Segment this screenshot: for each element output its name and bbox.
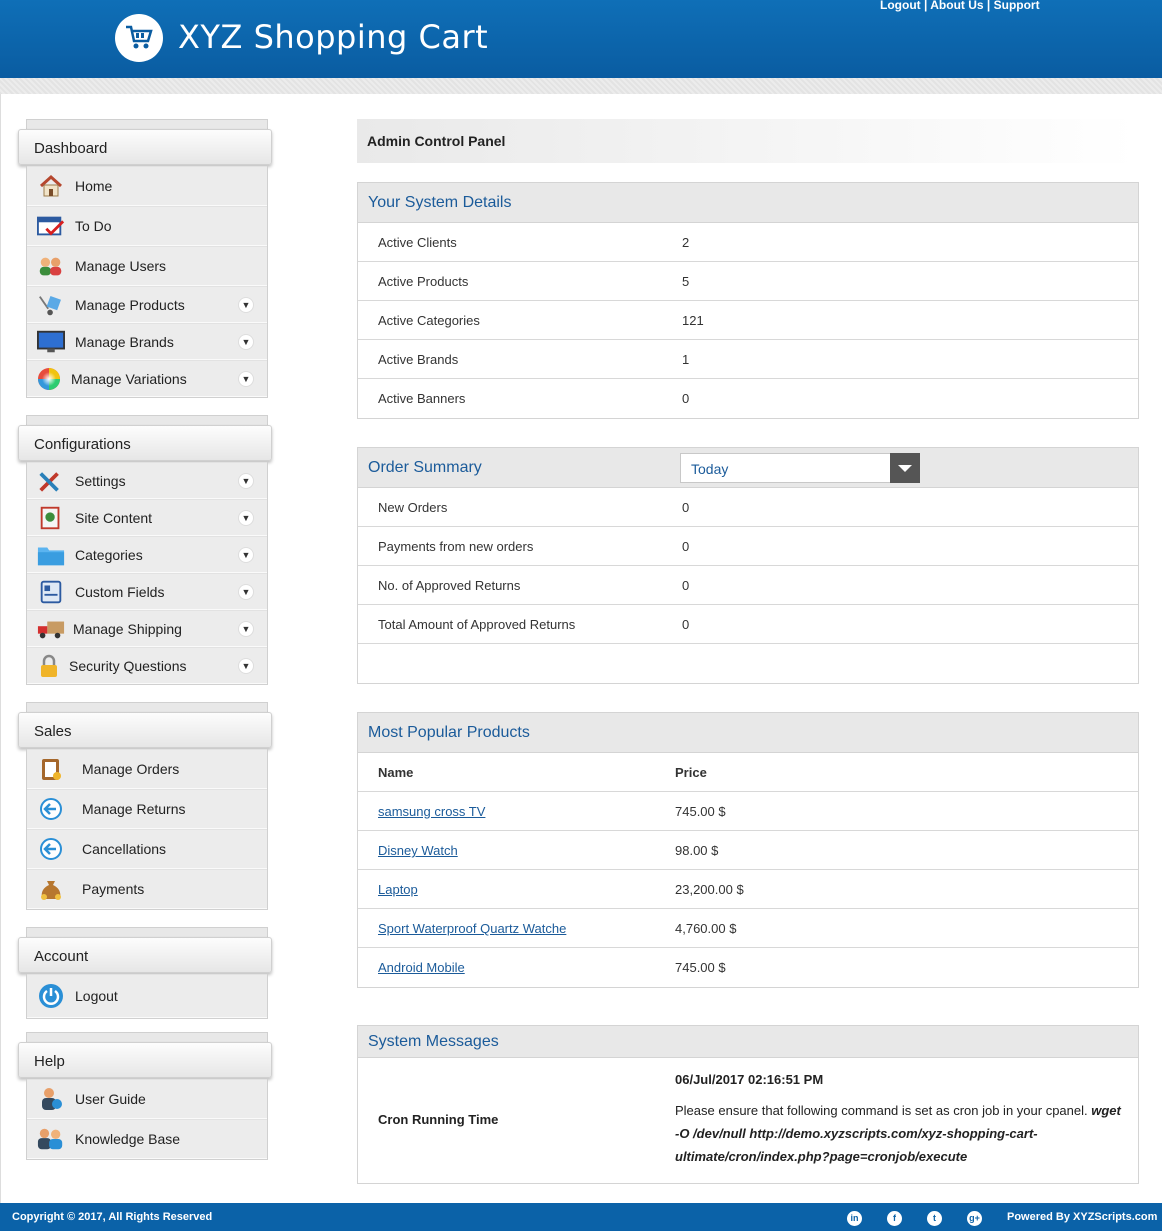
section-top	[26, 702, 268, 712]
menu-dashboard	[26, 166, 268, 398]
sidebar-item-label: Manage Users	[75, 258, 167, 274]
cron-label: Cron Running Time	[378, 1112, 499, 1127]
knowledge-base-icon	[37, 1127, 65, 1151]
menu-account	[26, 974, 268, 1019]
sidebar-item-manage-products[interactable]	[27, 286, 267, 323]
sidebar-item-custom-fields[interactable]	[27, 573, 267, 610]
sidebar-item-label: Knowledge Base	[75, 1131, 181, 1147]
chevron-down-icon[interactable]: ▼	[238, 297, 254, 313]
users-icon	[37, 254, 65, 278]
period-select-value: Today	[691, 461, 729, 477]
section-sales[interactable]: Sales	[18, 712, 272, 748]
table-row	[358, 262, 1138, 301]
chevron-down-icon[interactable]: ▼	[238, 658, 254, 674]
header	[0, 0, 1162, 78]
facebook-icon[interactable]: f	[887, 1211, 902, 1226]
truck-icon	[37, 617, 65, 641]
chevron-down-icon[interactable]: ▼	[238, 371, 254, 387]
period-select[interactable]	[680, 453, 920, 483]
table-row	[358, 340, 1138, 379]
clipboard-icon	[37, 757, 65, 781]
product-link[interactable]: Android Mobile	[378, 960, 465, 975]
row-label: Active Clients	[378, 235, 457, 250]
system-messages-panel	[357, 1025, 1139, 1184]
row-value: 5	[682, 274, 690, 289]
lock-icon	[37, 654, 61, 678]
section-dashboard[interactable]: Dashboard	[18, 129, 272, 165]
top-links	[880, 0, 1040, 12]
row-value: 0	[682, 500, 690, 515]
row-value: 0	[682, 617, 690, 632]
table-row	[358, 948, 1138, 987]
product-link[interactable]: Laptop	[378, 882, 418, 897]
folder-icon	[37, 543, 65, 567]
menu-sales	[26, 749, 268, 910]
product-price: 745.00 $	[675, 804, 726, 819]
column-header-name: Name	[378, 765, 414, 780]
products-icon	[37, 293, 65, 317]
section-configurations[interactable]: Configurations	[18, 425, 272, 461]
product-price: 23,200.00 $	[675, 882, 744, 897]
table-row	[358, 566, 1138, 605]
sidebar-item-label: Manage Variations	[71, 370, 187, 387]
chevron-down-icon[interactable]: ▼	[238, 547, 254, 563]
sidebar-item-cancellations[interactable]	[27, 829, 267, 869]
return-arrow-icon	[37, 797, 65, 821]
sidebar-item-logout[interactable]	[27, 974, 267, 1018]
separator: |	[920, 0, 931, 12]
sidebar-item-manage-shipping[interactable]	[27, 610, 267, 647]
googleplus-icon[interactable]: g+	[967, 1211, 982, 1226]
tools-icon	[37, 469, 65, 493]
sidebar-item-label: Security Questions	[69, 657, 187, 674]
row-label: Payments from new orders	[378, 539, 534, 554]
section-help[interactable]: Help	[18, 1042, 272, 1078]
sidebar-item-manage-variations[interactable]	[27, 360, 267, 397]
row-value: 0	[682, 391, 690, 406]
section-top	[26, 415, 268, 425]
table-row	[358, 831, 1138, 870]
row-label: Active Products	[378, 274, 469, 289]
table-row	[358, 379, 1138, 418]
copyright-text: Copyright © 2017, All Rights Reserved	[12, 1211, 213, 1223]
sidebar-item-settings[interactable]	[27, 462, 267, 499]
monitor-icon	[37, 330, 65, 354]
sidebar-item-label: Payments	[82, 881, 145, 897]
row-label: Active Categories	[378, 313, 480, 328]
sidebar-item-label: User Guide	[75, 1091, 146, 1107]
cron-note: Please ensure that following command is set as cron job in your cpanel.	[675, 1103, 1088, 1118]
product-price: 745.00 $	[675, 960, 726, 975]
sidebar-item-home[interactable]	[27, 166, 267, 206]
logo-text[interactable]: XYZ Shopping Cart	[178, 18, 489, 56]
popular-products-panel	[357, 712, 1139, 988]
support-link[interactable]: Support	[993, 0, 1040, 12]
column-header-price: Price	[675, 765, 707, 780]
sidebar-item-categories[interactable]	[27, 536, 267, 573]
order-summary-panel	[357, 447, 1139, 684]
cart-logo-icon[interactable]	[115, 14, 163, 62]
cancel-arrow-icon	[37, 837, 65, 861]
twitter-icon[interactable]: t	[927, 1211, 942, 1226]
menu-configurations	[26, 462, 268, 685]
menu-help	[26, 1079, 268, 1160]
sidebar-item-manage-brands[interactable]	[27, 323, 267, 360]
linkedin-icon[interactable]: in	[847, 1211, 862, 1226]
custom-fields-icon	[37, 580, 65, 604]
row-label: Total Amount of Approved Returns	[378, 617, 576, 632]
cron-row	[358, 1058, 1138, 1183]
sidebar-item-manage-returns[interactable]	[27, 789, 267, 829]
sidebar-item-label: Cancellations	[82, 841, 167, 857]
table-row	[358, 527, 1138, 566]
chevron-down-icon[interactable]: ▼	[238, 584, 254, 600]
cron-note-block	[675, 1099, 1127, 1168]
sidebar-item-label: Custom Fields	[75, 583, 165, 600]
sidebar-item-label: Settings	[75, 472, 126, 489]
row-label: New Orders	[378, 500, 448, 515]
about-us-link[interactable]: About Us	[930, 0, 984, 12]
product-link[interactable]: Sport Waterproof Quartz Watche	[378, 921, 567, 936]
sidebar-item-site-content[interactable]	[27, 499, 267, 536]
sidebar-item-label: Home	[75, 178, 113, 194]
table-row	[358, 909, 1138, 948]
sidebar-item-label: To Do	[75, 218, 112, 234]
user-guide-icon	[37, 1087, 65, 1111]
section-account[interactable]: Account	[18, 937, 272, 973]
table-row	[358, 301, 1138, 340]
top-logout-link[interactable]: Logout	[880, 0, 921, 12]
home-icon	[37, 174, 65, 198]
product-link[interactable]: Disney Watch	[378, 843, 458, 858]
chevron-down-icon[interactable]: ▼	[238, 473, 254, 489]
row-value: 1	[682, 352, 690, 367]
sidebar-item-label: Site Content	[75, 509, 153, 526]
system-details-panel	[357, 182, 1139, 419]
chevron-down-icon[interactable]: ▼	[238, 334, 254, 350]
section-top	[26, 927, 268, 937]
todo-icon	[37, 214, 65, 238]
chevron-down-icon[interactable]: ▼	[238, 621, 254, 637]
money-bag-icon	[37, 877, 65, 901]
sidebar-item-todo[interactable]	[27, 206, 267, 246]
color-wheel-icon	[37, 367, 61, 391]
sidebar-item-label: Manage Returns	[82, 801, 186, 817]
section-top	[26, 1032, 268, 1042]
panel-title: System Messages	[358, 1026, 1138, 1058]
sidebar-item-manage-users[interactable]	[27, 246, 267, 286]
sidebar-item-label: Manage Shipping	[73, 620, 182, 637]
sidebar-item-label: Categories	[75, 546, 143, 563]
cron-command: wget -O /dev/null http://demo.xyzscripts.com/xyz-shopping-cart-ultimate/cron/index.php?page=cronjob/execute	[675, 1103, 1121, 1164]
dropdown-arrow-icon[interactable]	[890, 453, 920, 483]
table-row	[358, 605, 1138, 644]
powered-by-link[interactable]: Powered By XYZScripts.com	[1007, 1211, 1158, 1223]
sidebar-item-security-questions[interactable]	[27, 647, 267, 684]
row-value: 0	[682, 578, 690, 593]
footer	[0, 1203, 1162, 1231]
panel-title: Order Summary	[368, 459, 482, 476]
section-top	[26, 119, 268, 129]
page-title: Admin Control Panel	[357, 119, 1137, 163]
row-value: 121	[682, 313, 704, 328]
table-row	[358, 792, 1138, 831]
product-link[interactable]: samsung cross TV	[378, 804, 486, 819]
row-value: 2	[682, 235, 690, 250]
sidebar-item-payments[interactable]	[27, 869, 267, 909]
table-row	[358, 488, 1138, 527]
row-label: Active Banners	[378, 391, 466, 406]
sidebar-item-knowledge-base[interactable]	[27, 1119, 267, 1159]
row-label: No. of Approved Returns	[378, 578, 521, 593]
row-label: Active Brands	[378, 352, 459, 367]
separator: |	[983, 0, 994, 12]
sidebar-item-user-guide[interactable]	[27, 1079, 267, 1119]
table-row	[358, 870, 1138, 909]
table-header-row	[358, 753, 1138, 792]
sidebar-item-label: Logout	[75, 988, 118, 1004]
panel-title: Your System Details	[358, 183, 1138, 223]
sidebar-item-manage-orders[interactable]	[27, 749, 267, 789]
sidebar-item-label: Manage Brands	[75, 333, 174, 350]
panel-header	[358, 448, 1138, 488]
sidebar-item-label: Manage Orders	[82, 761, 180, 777]
power-icon	[37, 984, 65, 1008]
header-strip	[0, 78, 1162, 94]
product-price: 4,760.00 $	[675, 921, 737, 936]
sidebar-item-label: Manage Products	[75, 296, 185, 313]
row-value: 0	[682, 539, 690, 554]
site-content-icon	[37, 506, 65, 530]
table-row	[358, 223, 1138, 262]
empty-row	[358, 644, 1138, 683]
product-price: 98.00 $	[675, 843, 719, 858]
cron-time: 06/Jul/2017 02:16:51 PM	[675, 1072, 824, 1087]
chevron-down-icon[interactable]: ▼	[238, 510, 254, 526]
panel-title: Most Popular Products	[358, 713, 1138, 753]
